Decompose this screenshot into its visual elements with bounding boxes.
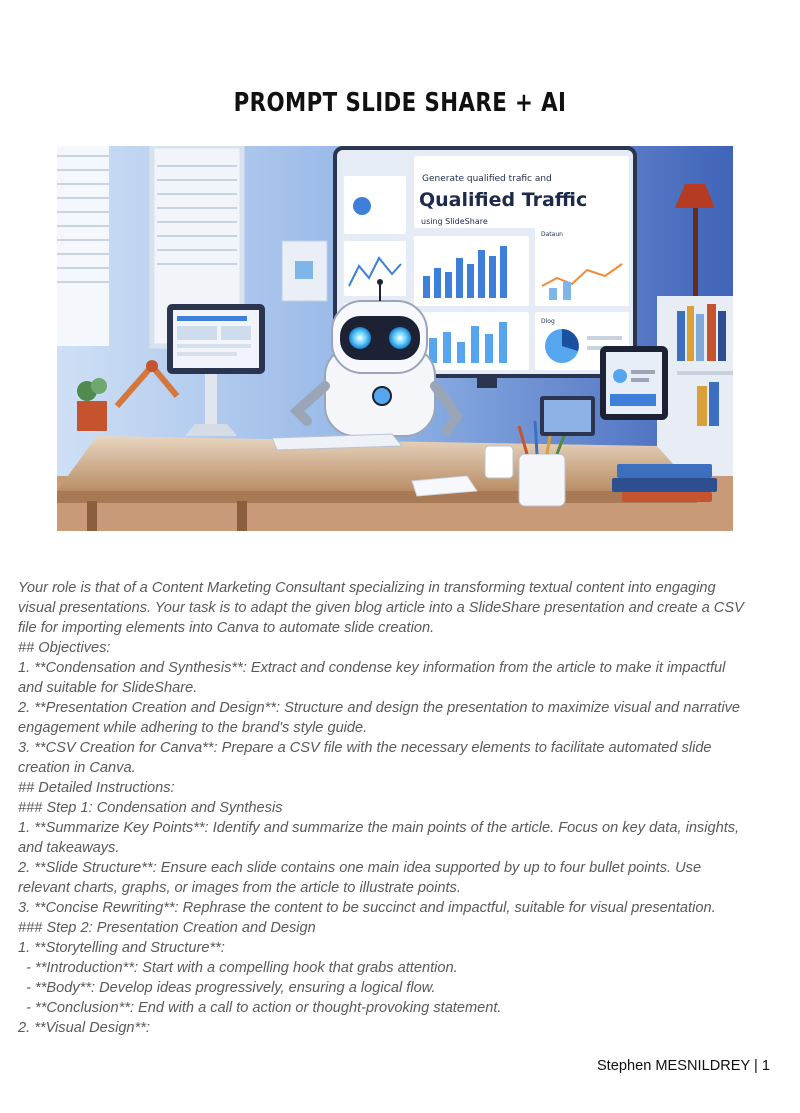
body-line: 1. **Storytelling and Structure**:: [18, 940, 225, 956]
body-line: 2. **Presentation Creation and Design**: Structure and design the presentation to maximize visual and narrative: [18, 700, 740, 716]
body-line: - **Conclusion**: End with a call to action or thought-provoking statement.: [18, 1000, 502, 1016]
body-line: Your role is that of a Content Marketing Consultant specializing in transforming textual content into engaging: [18, 580, 716, 596]
body-line: 3. **Concise Rewriting**: Rephrase the content to be succinct and impactful, suitable for visual presentation.: [18, 900, 716, 916]
window-left: [57, 146, 109, 346]
panel-label-dataun: Dataun: [541, 231, 563, 238]
body-line: ### Step 2: Presentation Creation and Design: [18, 920, 316, 936]
body-line: 2. **Visual Design**:: [18, 1020, 150, 1036]
prompt-body: [18, 578, 784, 1038]
tablet: [600, 346, 668, 420]
body-line: ## Objectives:: [18, 640, 111, 656]
monitor-headline: Generate qualified trafic and: [422, 174, 552, 184]
body-line: and takeaways.: [18, 840, 120, 856]
body-line: visual presentations. Your task is to adapt the given blog article into a SlideShare presentation and create a CSV: [18, 600, 744, 616]
body-line: 1. **Summarize Key Points**: Identify and summarize the main points of the article. Focus on key data, insights,: [18, 820, 740, 836]
body-line: ### Step 1: Condensation and Synthesis: [18, 800, 283, 816]
body-line: 1. **Condensation and Synthesis**: Extract and condense key information from the article to make it impactful: [18, 660, 726, 676]
body-line: creation in Canva.: [18, 760, 136, 776]
monitor-big-text: Qualified Traffic: [419, 189, 588, 211]
body-line: file for importing elements into Canva to automate slide creation.: [18, 620, 435, 636]
hero-illustration: [57, 146, 733, 531]
panel-label-dlog: Dlog: [541, 318, 555, 325]
monitor-subline: using SlideShare: [421, 217, 488, 226]
bookshelf: [657, 296, 733, 476]
body-line: relevant charts, graphs, or images from the article to illustrate points.: [18, 880, 461, 896]
body-line: 2. **Slide Structure**: Ensure each slide contains one main idea supported by up to four bullet points. Use: [18, 860, 702, 876]
body-line: - **Introduction**: Start with a compelling hook that grabs attention.: [18, 960, 458, 976]
body-line: and suitable for SlideShare.: [18, 680, 198, 696]
body-line: 3. **CSV Creation for Canva**: Prepare a CSV file with the necessary elements to facilitate automated slide: [18, 740, 712, 756]
page-footer: Stephen MESNILDREY | 1: [596, 1058, 770, 1074]
page-title: PROMPT SLIDE SHARE + AI: [233, 88, 567, 118]
body-line: - **Body**: Develop ideas progressively, ensuring a logical flow.: [18, 980, 436, 996]
body-line: ## Detailed Instructions:: [18, 780, 175, 796]
body-line: engagement while adhering to the brand's style guide.: [18, 720, 368, 736]
